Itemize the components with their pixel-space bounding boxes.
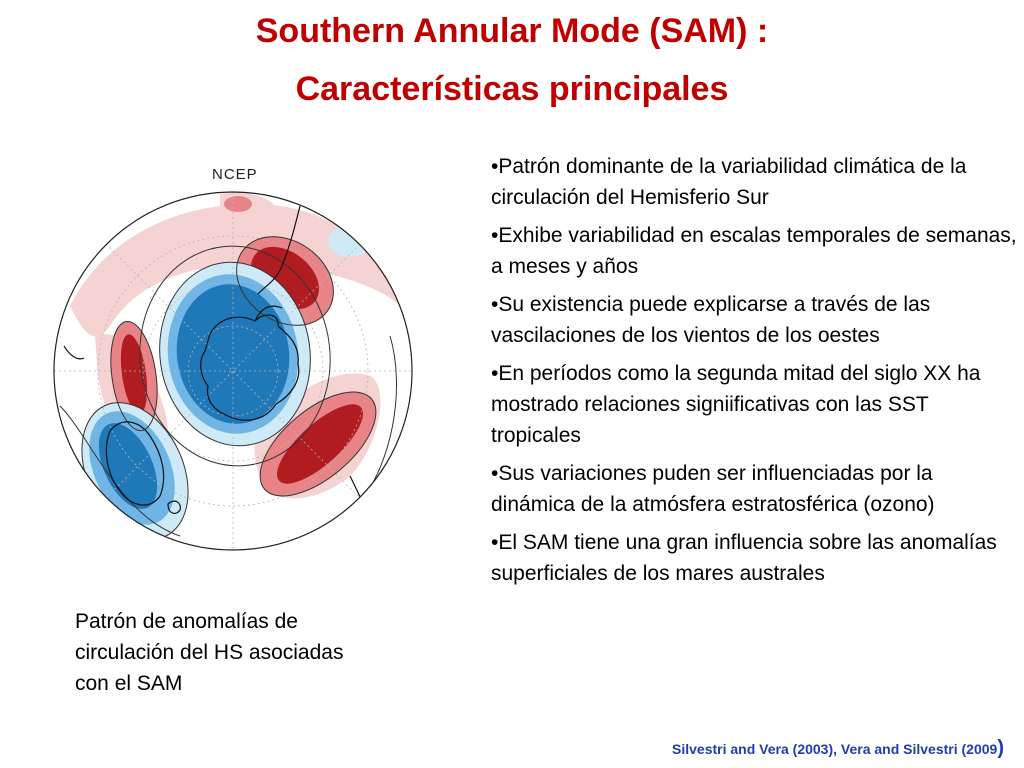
bullet-item: •Exhibe variabilidad en escalas temporales de semanas, a meses y años — [491, 224, 1017, 278]
slide-title-line-1: Southern Annular Mode (SAM) : — [255, 12, 769, 50]
citation-text: Silvestri and Vera (2003), Vera and Silvestri (2009 — [672, 741, 998, 757]
anomaly-field — [50, 186, 416, 554]
citation — [672, 738, 1004, 759]
sam-polar-map — [50, 186, 416, 554]
bullet-list — [491, 151, 1019, 596]
bullet-item: •Patrón dominante de la variabilidad climática de la circulación del Hemisferio Sur — [491, 155, 967, 209]
citation-closing-paren: ) — [997, 737, 1004, 759]
bullet-item: •El SAM tiene una gran influencia sobre las anomalías superficiales de los mares australes — [491, 531, 997, 585]
bullet-item: •Su existencia puede explicarse a través de las vascilaciones de los vientos de los oestes — [491, 293, 931, 347]
map-source-label: NCEP — [212, 166, 258, 183]
bullet-item: •Sus variaciones puden ser influenciadas por la dinámica de la atmósfera estratosférica (ozono) — [491, 462, 935, 516]
bullet-item: •En períodos como la segunda mitad del siglo XX ha mostrado relaciones signiificativas con las SST tropicales — [491, 362, 981, 447]
figure-caption: Patrón de anomalías de circulación del HS asociadas con el SAM — [75, 610, 344, 695]
slide-title-line-2: Características principales — [295, 70, 729, 108]
